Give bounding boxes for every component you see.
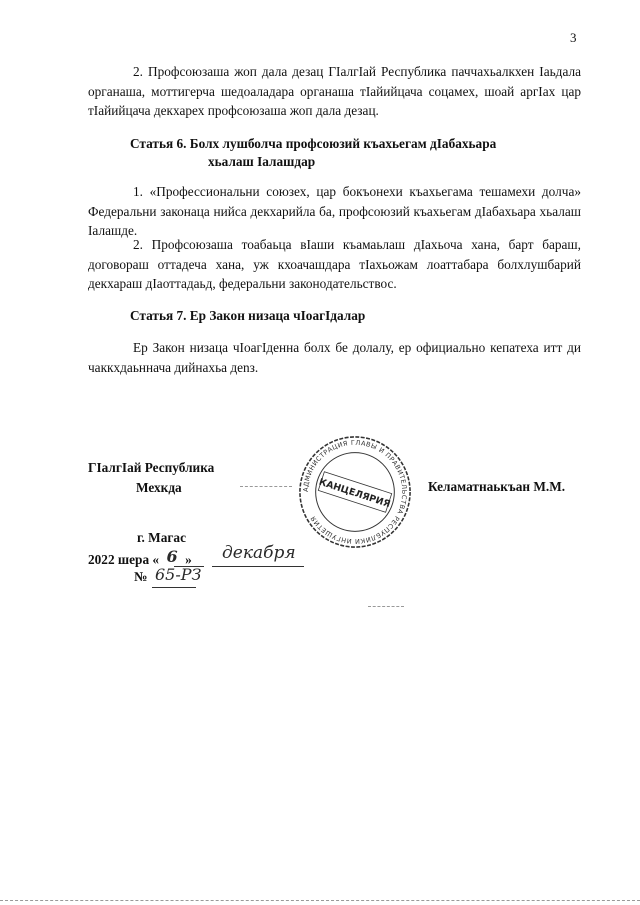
article-7-heading: Статья 7. Ер Закон низаца чӀоагӀдалар <box>130 308 366 323</box>
signature-stroke <box>240 486 292 487</box>
bottom-scan-edge <box>0 900 640 901</box>
law-number-label: № <box>134 569 148 584</box>
date-month-underline <box>212 566 304 567</box>
date-month: декабря <box>222 543 296 563</box>
paragraph-art6-p2: 2. Профсоюзаша тоабаьца вӀаши къамаьлаш дӀахьоча хана, барт бараш, договораш оттадеча хана, уж кхоачашдара тӀахьожам лоаттабара болхлушбарий декхараш дӀаоттадаьд, федеральни законодательствос. <box>88 237 581 291</box>
page-number: 3 <box>570 30 577 45</box>
article-6-heading-line2: хьалаш Ӏалашдар <box>208 154 316 169</box>
article-6-heading-line1: Статья 6. Болх лушболча профсоюзий къахьегам дӀабахьара <box>130 136 497 151</box>
official-stamp <box>296 433 414 551</box>
paragraph-art5-p2: 2. Профсоюзаша жоп дала дезац ГӀалгӀай Республика паччахьалкхен Ӏаьдала органаша, моттигерча шедоаладара органаша тӀайийцача соцамех, шоай аргӀах цар тӀайийцача декхарех профсоюзаша жоп дала дезац. <box>88 64 581 118</box>
date-day: 6 <box>166 547 178 566</box>
stamp-ring-text: АДМИНИСТРАЦИЯ ГЛАВЫ И ПРАВИТЕЛЬСТВА РЕСПУБЛИКИ ИНГУШЕТИЯ <box>301 438 409 546</box>
paragraph-art7: Ер Закон низаца чӀоагӀденна болх бе долалу, ер официально кепатеха итт ди чаккхдаьннача дийнахьа дenз. <box>88 340 581 375</box>
paragraph-art6-p1: 1. «Профессиональни союзех, цар бокъонехи къахьегама тешамехи долча» Федеральни законаца нийса декхарийла ба, профсоюзий къахьегам дӀабахьара хьалаш Ӏалашде. <box>88 184 581 238</box>
stamp-center-text: КАНЦЕЛЯРИЯ <box>317 476 392 511</box>
date-close-quote: » <box>185 552 192 567</box>
signature-title-line2: Мехкда <box>136 480 182 495</box>
signature-name: Келаматнаькъан М.М. <box>428 479 566 494</box>
scan-mark <box>368 606 404 607</box>
law-number: 65-РЗ <box>155 565 202 584</box>
place-of-signing: г. Магас <box>137 530 186 545</box>
signature-title-line1: ГӀалгӀай Республика <box>88 460 215 475</box>
law-number-underline <box>152 587 196 588</box>
date-prefix: 2022 шера « <box>88 552 160 567</box>
